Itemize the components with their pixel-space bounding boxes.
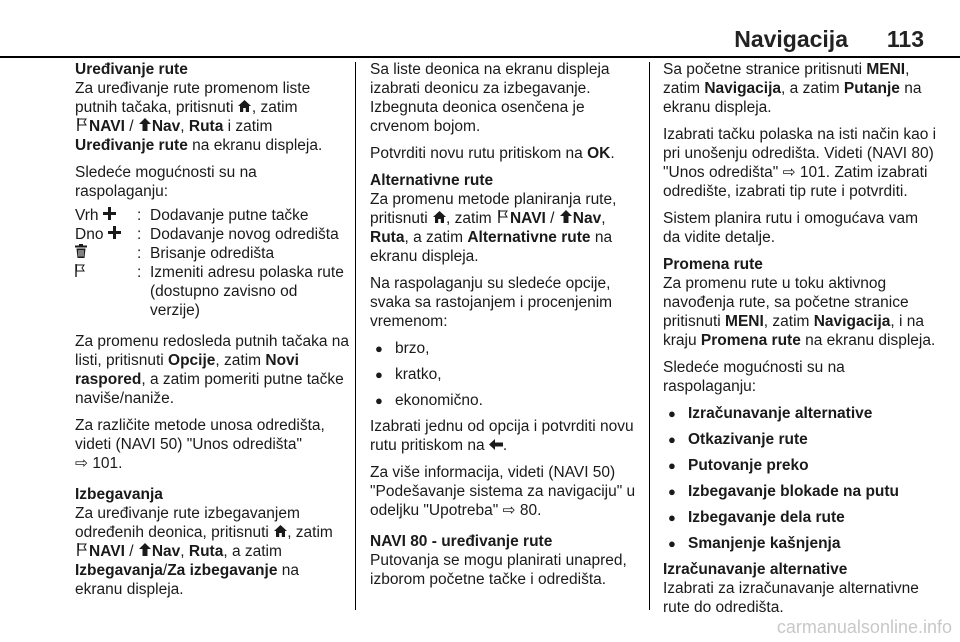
section-editing-route: Uređivanje rute Za uređivanje rute promenom liste putnih tačaka, pritisnuti , zatim NAVI / Nav, Ruta i zatim Uređivanje rute na ekranu displeja.	[75, 60, 350, 155]
section-navi80-editing: NAVI 80 - uređivanje rute Putovanja se mogu planirati unapred, izborom početne tačke i odredišta.	[370, 532, 645, 589]
page-reference-icon: ⇨	[502, 502, 516, 519]
list-item: ● Izbegavanje dela rute	[663, 508, 938, 527]
column-1	[75, 60, 350, 607]
page-reference-icon: ⇨	[782, 164, 796, 181]
paragraph: Sledeće mogućnosti su na raspolaganju:	[663, 359, 845, 395]
section-heading: Alternativne rute	[370, 172, 494, 189]
section-heading: Promena rute	[663, 256, 763, 273]
section-route-change: Promena rute Za promenu rute u toku aktivnog navođenja rute, sa početne stranice pritisnuti MENI, zatim Navigacija, i na kraju Promena rute na ekranu displeja.	[663, 255, 938, 350]
section-heading: Uređivanje rute	[75, 61, 188, 78]
paragraph: Za različite metode unosa odredišta, videti (NAVI 50) "Unos odredišta" ⇨ 101.	[75, 417, 325, 472]
list-item: ● Smanjenje kašnjenja	[663, 534, 938, 553]
route-change-options	[663, 404, 938, 553]
back-arrow-icon	[489, 437, 503, 454]
home-icon	[273, 523, 287, 542]
paragraph: Izabrati jednu od opcija i potvrditi novu rutu pritiskom na .	[370, 418, 634, 454]
page-reference: 80.	[519, 502, 542, 519]
flag-icon	[75, 117, 89, 136]
options-table	[75, 206, 350, 320]
page-reference: 101.	[799, 164, 831, 181]
watermark: carmanualsonline.info	[776, 617, 952, 637]
paragraph: Za promenu redosleda putnih tačaka na listi, pritisnuti Opcije, zatim Novi raspored, a zatim pomeriti putne tačke naviše/naniže.	[75, 333, 350, 407]
page-header	[0, 0, 960, 58]
list-item: ● Putovanje preko	[663, 456, 938, 475]
paragraph: Sa liste deonica na ekranu displeja izabrati deonicu za izbegavanje. Izbegnuta deonica osenčena je crvenom bojom.	[370, 61, 610, 135]
list-item: ● ekonomično.	[370, 391, 645, 410]
paragraph: Sistem planira rutu i omogućava vam da vidite detalje.	[663, 210, 919, 246]
flag-icon	[496, 209, 510, 228]
section-heading: Izbegavanja	[75, 486, 163, 503]
list-item: ● Izračunavanje alternative	[663, 404, 938, 423]
list-item: ● Izbegavanje blokade na putu	[663, 482, 938, 501]
option-row: : Izmeniti adresu polaska rute (dostupno zavisno od verzije)	[75, 263, 350, 320]
arrow-up-icon	[559, 209, 573, 228]
route-option-list	[370, 339, 645, 410]
list-item: ● kratko,	[370, 365, 645, 384]
paragraph: Za više informacija, videti (NAVI 50) "Podešavanje sistema za navigaciju" u odeljku "Upotreba" ⇨ 80.	[370, 464, 636, 519]
column-3	[663, 60, 938, 625]
section-calc-alternative: Izračunavanje alternative Izabrati za izračunavanje alternativne rute do odredišta.	[663, 560, 938, 617]
plus-icon	[103, 207, 116, 224]
column-divider-1	[355, 62, 356, 610]
page-number: 113	[886, 26, 924, 52]
paragraph: Sledeće mogućnosti su na raspolaganju:	[75, 164, 257, 200]
list-item: ● brzo,	[370, 339, 645, 358]
plus-icon	[108, 226, 121, 243]
arrow-up-icon	[138, 117, 152, 136]
column-divider-2	[649, 62, 650, 610]
home-icon	[238, 98, 252, 117]
list-item: ● Otkazivanje rute	[663, 430, 938, 449]
paragraph: Izabrati tačku polaska na isti način kao i pri unošenju odredišta. Videti (NAVI 80) "Unos odredišta" ⇨ 101. Zatim izabrati odredište, izabrati tip rute i potvrditi.	[663, 126, 937, 200]
trash-icon	[75, 245, 87, 262]
home-icon	[432, 209, 446, 228]
paragraph: Potvrditi novu rutu pritiskom na OK.	[370, 145, 615, 162]
option-row: : Brisanje odredišta	[75, 244, 350, 263]
arrow-up-icon	[138, 542, 152, 561]
option-row: Vrh : Dodavanje putne tačke	[75, 207, 309, 224]
column-2	[370, 60, 645, 597]
paragraph: Sa početne stranice pritisnuti MENI, zatim Navigacija, a zatim Putanje na ekranu displeja.	[663, 61, 922, 116]
section-heading: NAVI 80 - uređivanje rute	[370, 533, 553, 550]
section-alternative-routes: Alternativne rute Za promenu metode planiranja rute, pritisnuti , zatim NAVI / Nav, Ruta, a zatim Alternativne rute na ekranu displeja.	[370, 171, 645, 266]
page-reference-icon: ⇨	[75, 455, 88, 472]
flag-icon	[75, 264, 85, 281]
paragraph: Na raspolaganju su sledeće opcije, svaka sa rastojanjem i procenjenim vremenom:	[370, 275, 613, 330]
section-avoidances: Izbegavanja Za uređivanje rute izbegavanjem određenih deonica, pritisnuti , zatim NAVI / Nav, Ruta, a zatim Izbegavanja/Za izbegavanje na ekranu displeja.	[75, 485, 350, 599]
option-row: Dno : Dodavanje novog odredišta	[75, 226, 339, 243]
chapter-title: Navigacija	[734, 26, 848, 52]
section-heading: Izračunavanje alternative	[663, 561, 848, 578]
page-reference: 101.	[92, 455, 123, 472]
flag-icon	[75, 542, 89, 561]
